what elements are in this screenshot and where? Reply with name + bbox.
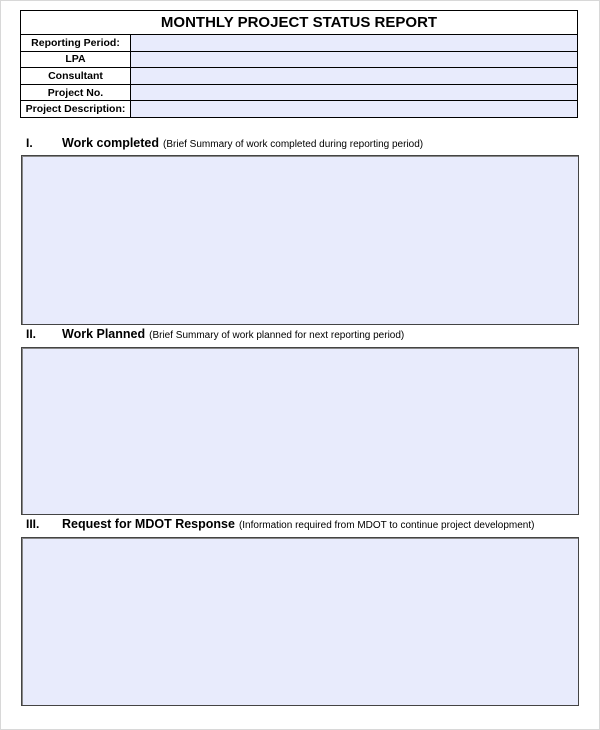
section-heading-work-completed	[26, 136, 423, 150]
section-heading-mdot-response	[26, 517, 534, 531]
section-title: Work completed	[62, 136, 160, 150]
field-label-consultant: Consultant	[21, 68, 131, 84]
field-label-project-description: Project Description:	[21, 101, 131, 117]
field-label-project-no: Project No.	[21, 85, 131, 101]
field-row-reporting-period	[21, 35, 577, 52]
section-title: Request for MDOT Response	[62, 517, 235, 531]
section-heading-work-planned	[26, 327, 404, 341]
field-label-lpa: LPA	[21, 52, 131, 68]
consultant-field[interactable]	[131, 68, 577, 84]
lpa-field[interactable]	[131, 52, 577, 68]
section-number: I.	[26, 136, 33, 150]
project-no-field[interactable]	[131, 85, 577, 101]
field-row-lpa	[21, 52, 577, 69]
section-description: (Brief Summary of work completed during reporting period)	[163, 139, 424, 150]
section-title: Work Planned	[62, 327, 146, 341]
field-row-consultant	[21, 68, 577, 85]
reporting-period-field[interactable]	[131, 35, 577, 51]
section-description: (Brief Summary of work planned for next reporting period)	[149, 330, 405, 341]
project-description-field[interactable]	[131, 101, 577, 117]
report-header-table	[20, 10, 578, 118]
work-completed-textbox[interactable]	[21, 155, 579, 325]
field-label-reporting-period: Reporting Period:	[21, 35, 131, 51]
section-description: (Information required from MDOT to continue project development)	[238, 520, 535, 531]
mdot-response-textbox[interactable]	[21, 537, 579, 706]
field-row-project-description	[21, 101, 577, 117]
work-planned-textbox[interactable]	[21, 347, 579, 515]
section-number: III.	[26, 517, 40, 531]
section-number: II.	[26, 327, 37, 341]
report-title: MONTHLY PROJECT STATUS REPORT	[21, 11, 577, 35]
field-row-project-no	[21, 85, 577, 102]
